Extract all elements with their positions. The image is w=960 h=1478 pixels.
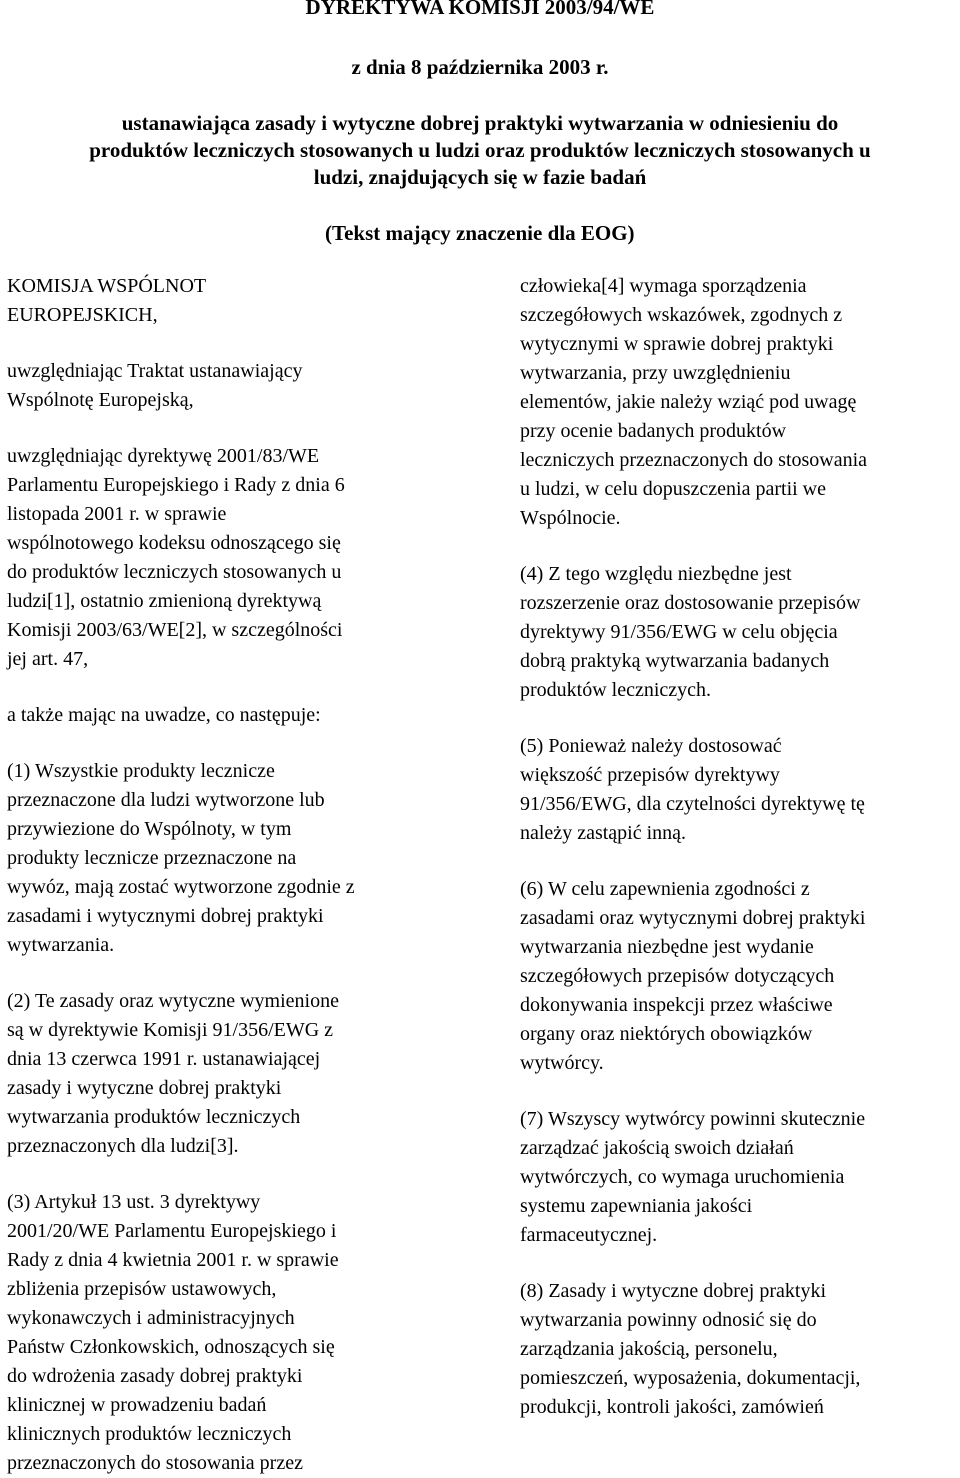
paragraph-line: wytwarzania produktów leczniczych	[7, 1106, 301, 1128]
paragraph-line: wspólnotowego kodeksu odnoszącego się	[7, 532, 341, 554]
paragraph-line: Komisji 2003/63/WE[2], w szczególności	[7, 619, 343, 641]
paragraph-line: Wspólnotę Europejską,	[7, 389, 194, 411]
paragraph-line: farmaceutycznej.	[520, 1224, 658, 1246]
paragraph-line: przeznaczonych do stosowania przez	[7, 1452, 303, 1474]
paragraph-line: ludzi[1], ostatnio zmienioną dyrektywą	[7, 590, 322, 612]
paragraph-line: zasadami oraz wytycznymi dobrej praktyki	[520, 907, 866, 929]
document-subtitle	[0, 110, 960, 191]
paragraph-line: (4) Z tego względu niezbędne jest	[520, 563, 792, 585]
paragraph-line: człowieka[4] wymaga sporządzenia	[520, 275, 807, 297]
paragraph-line: wytwarzania, przy uwzględnieniu	[520, 362, 791, 384]
paragraph	[7, 357, 462, 415]
paragraph-line: wykonawczych i administracyjnych	[7, 1307, 295, 1329]
paragraph-line: produkcji, kontroli jakości, zamówień	[520, 1396, 824, 1418]
paragraph-line: do produktów leczniczych stosowanych u	[7, 561, 342, 583]
paragraph-line: Państw Członkowskich, odnoszących się	[7, 1336, 335, 1358]
paragraph	[520, 875, 960, 1078]
paragraph-line: dokonywania inspekcji przez właściwe	[520, 994, 833, 1016]
paragraph-line: klinicznej w prowadzeniu badań	[7, 1394, 267, 1416]
paragraph-line: (1) Wszystkie produkty lecznicze	[7, 760, 275, 782]
paragraph-line: wywóz, mają zostać wytworzone zgodnie z	[7, 876, 355, 898]
paragraph-line: systemu zapewniania jakości	[520, 1195, 753, 1217]
document-date: z dnia 8 października 2003 r.	[351, 55, 609, 79]
paragraph-line: listopada 2001 r. w sprawie	[7, 503, 227, 525]
left-column	[7, 272, 462, 1478]
paragraph-line: u ludzi, w celu dopuszczenia partii we	[520, 478, 826, 500]
paragraph-line: wytwarzania powinny odnosić się do	[520, 1309, 817, 1331]
paragraph-line: organy oraz niektórych obowiązków	[520, 1023, 813, 1045]
paragraph-line: klinicznych produktów leczniczych	[7, 1423, 292, 1445]
paragraph-line: elementów, jakie należy wziąć pod uwagę	[520, 391, 857, 413]
paragraph-line: przeznaczone dla ludzi wytworzone lub	[7, 789, 325, 811]
paragraph-line: rozszerzenie oraz dostosowanie przepisów	[520, 592, 861, 614]
paragraph-line: (6) W celu zapewnienia zgodności z	[520, 878, 810, 900]
paragraph-line: Wspólnocie.	[520, 507, 621, 529]
paragraph-line: uwzględniając Traktat ustanawiający	[7, 360, 303, 382]
paragraph-line: 2001/20/WE Parlamentu Europejskiego i	[7, 1220, 337, 1242]
paragraph-line: większość przepisów dyrektywy	[520, 764, 780, 786]
paragraph-line: zasady i wytyczne dobrej praktyki	[7, 1077, 282, 1099]
paragraph-line: zarządzać jakością swoich działań	[520, 1137, 794, 1159]
paragraph-line: wytwarzania niezbędne jest wydanie	[520, 936, 814, 958]
paragraph-line: uwzględniając dyrektywę 2001/83/WE	[7, 445, 320, 467]
paragraph-line: a także mając na uwadze, co następuje:	[7, 704, 321, 726]
paragraph	[7, 757, 462, 960]
paragraph-line: 91/356/EWG, dla czytelności dyrektywę tę	[520, 793, 865, 815]
paragraph-line: (3) Artykuł 13 ust. 3 dyrektywy	[7, 1191, 261, 1213]
paragraph-line: KOMISJA WSPÓLNOT	[7, 275, 207, 297]
paragraph	[7, 987, 462, 1161]
eea-relevance-note: (Tekst mający znaczenie dla EOG)	[325, 221, 635, 245]
paragraph-line: EUROPEJSKICH,	[7, 304, 158, 326]
paragraph	[520, 732, 960, 848]
paragraph-line: szczegółowych wskazówek, zgodnych z	[520, 304, 843, 326]
paragraph-line: przy ocenie badanych produktów	[520, 420, 787, 442]
paragraph-line: przeznaczonych dla ludzi[3].	[7, 1135, 239, 1157]
paragraph-line: wytwarzania.	[7, 934, 115, 956]
paragraph-line: są w dyrektywie Komisji 91/356/EWG z	[7, 1019, 334, 1041]
paragraph-line: przywiezione do Wspólnoty, w tym	[7, 818, 292, 840]
paragraph-line: (8) Zasady i wytyczne dobrej praktyki	[520, 1280, 827, 1302]
paragraph-line: (7) Wszyscy wytwórcy powinni skutecznie	[520, 1108, 866, 1130]
right-column	[520, 272, 960, 1422]
paragraph-line: dobrą praktyką wytwarzania badanych	[520, 650, 830, 672]
paragraph	[520, 272, 960, 533]
subtitle-line: ludzi, znajdujących się w fazie badań	[313, 165, 647, 189]
paragraph	[7, 272, 462, 330]
paragraph-line: (5) Ponieważ należy dostosować	[520, 735, 782, 757]
paragraph-line: produkty lecznicze przeznaczone na	[7, 847, 297, 869]
paragraph-line: leczniczych przeznaczonych do stosowania	[520, 449, 868, 471]
paragraph-line: jej art. 47,	[7, 648, 89, 670]
paragraph-line: Parlamentu Europejskiego i Rady z dnia 6	[7, 474, 345, 496]
paragraph-line: zarządzania jakością, personelu,	[520, 1338, 778, 1360]
paragraph-line: (2) Te zasady oraz wytyczne wymienione	[7, 990, 339, 1012]
paragraph-line: zbliżenia przepisów ustawowych,	[7, 1278, 277, 1300]
paragraph-line: należy zastąpić inną.	[520, 822, 687, 844]
paragraph	[520, 1277, 960, 1422]
paragraph-line: wytwórczych, co wymaga uruchomienia	[520, 1166, 845, 1188]
paragraph	[7, 442, 462, 674]
subtitle-line: produktów leczniczych stosowanych u ludzi oraz produktów leczniczych stosowanych u	[89, 138, 871, 162]
paragraph	[520, 1105, 960, 1250]
paragraph	[7, 701, 462, 730]
paragraph	[7, 1188, 462, 1478]
paragraph-line: produktów leczniczych.	[520, 679, 712, 701]
paragraph-line: pomieszczeń, wyposażenia, dokumentacji,	[520, 1367, 861, 1389]
paragraph-line: Rady z dnia 4 kwietnia 2001 r. w sprawie	[7, 1249, 339, 1271]
paragraph-line: dnia 13 czerwca 1991 r. ustanawiającej	[7, 1048, 321, 1070]
paragraph-line: do wdrożenia zasady dobrej praktyki	[7, 1365, 303, 1387]
paragraph-line: dyrektywy 91/356/EWG w celu objęcia	[520, 621, 838, 643]
paragraph-line: wytycznymi w sprawie dobrej praktyki	[520, 333, 834, 355]
paragraph-line: wytwórcy.	[520, 1052, 604, 1074]
paragraph-line: zasadami i wytycznymi dobrej praktyki	[7, 905, 324, 927]
subtitle-line: ustanawiająca zasady i wytyczne dobrej praktyki wytwarzania w odniesieniu do	[121, 111, 839, 135]
document-title: DYREKTYWA KOMISJI 2003/94/WE	[305, 0, 655, 19]
paragraph-line: szczegółowych przepisów dotyczących	[520, 965, 835, 987]
paragraph	[520, 560, 960, 705]
